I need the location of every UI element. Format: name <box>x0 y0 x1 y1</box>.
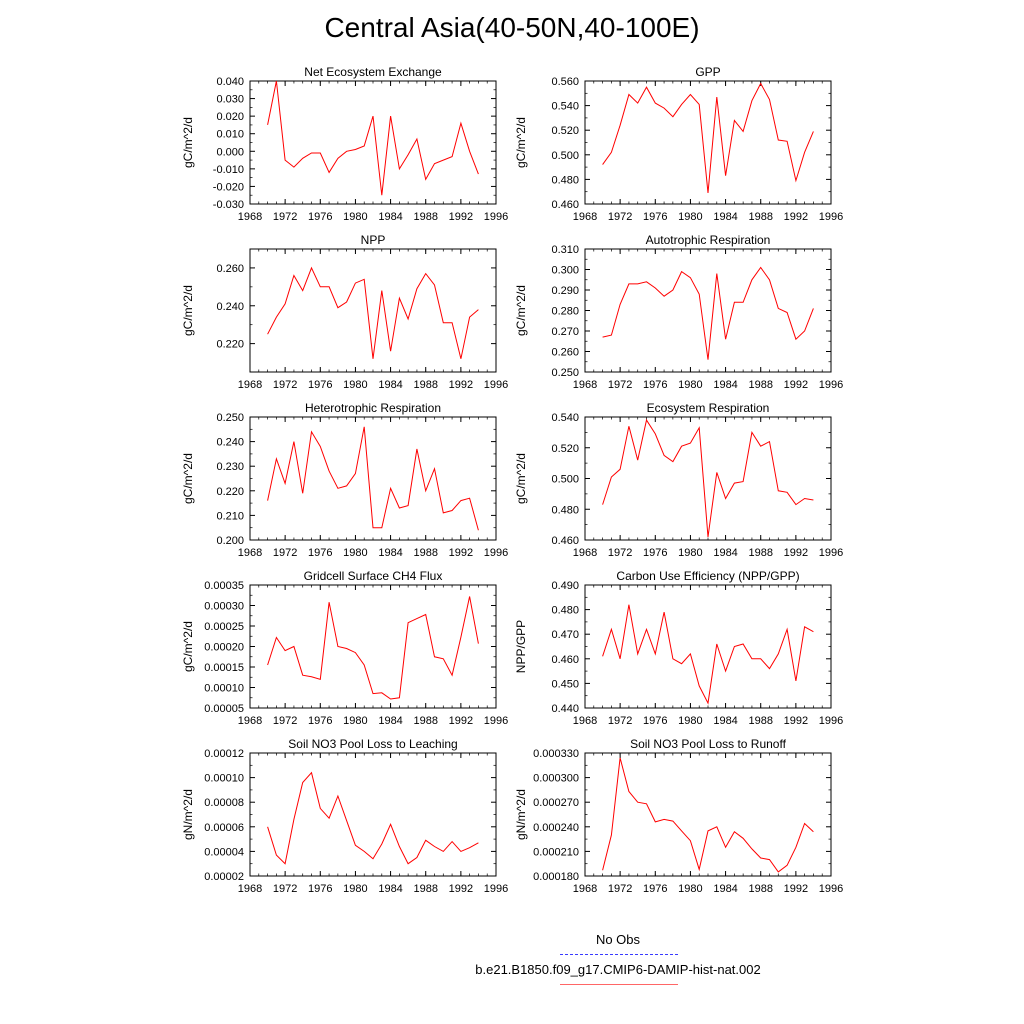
y-tick-label: 0.00020 <box>204 641 244 654</box>
x-tick-label: 1968 <box>572 547 598 559</box>
x-tick-label: 1992 <box>783 547 809 559</box>
y-tick-label: 0.250 <box>551 367 579 379</box>
plot-frame <box>250 249 496 372</box>
series-line <box>603 84 814 193</box>
series-line <box>268 427 479 530</box>
x-tick-label: 1976 <box>643 715 668 727</box>
y-tick-label: 0.000210 <box>533 846 579 859</box>
x-tick-label: 1996 <box>818 211 844 223</box>
panel-7 <box>181 569 508 727</box>
x-tick-label: 1980 <box>343 547 368 559</box>
plot-frame <box>250 81 496 204</box>
y-tick-label: 0.520 <box>551 125 579 138</box>
x-tick-label: 1980 <box>678 883 703 895</box>
y-tick-label: 0.270 <box>551 326 579 338</box>
x-tick-label: 1976 <box>308 379 333 391</box>
x-tick-label: 1996 <box>818 715 844 727</box>
series-line <box>268 773 479 864</box>
x-tick-label: 1988 <box>748 379 773 391</box>
x-tick-label: 1980 <box>343 715 368 727</box>
y-tick-label: 0.520 <box>551 442 579 455</box>
y-tick-label: 0.540 <box>551 412 579 424</box>
x-tick-label: 1972 <box>272 547 298 559</box>
x-tick-label: 1988 <box>413 883 438 895</box>
x-tick-label: 1972 <box>272 379 298 391</box>
y-tick-label: -0.010 <box>212 163 244 176</box>
x-tick-label: 1976 <box>643 211 668 223</box>
plot-frame <box>585 417 831 540</box>
y-tick-label: 0.560 <box>551 76 579 88</box>
y-axis-label: gN/m^2/d <box>514 789 528 840</box>
plot-frame <box>585 249 831 372</box>
x-tick-label: 1976 <box>308 715 333 727</box>
y-tick-label: 0.00002 <box>204 871 244 883</box>
x-tick-label: 1976 <box>643 379 668 391</box>
y-axis-label: gC/m^2/d <box>181 285 195 336</box>
panel-title: Autotrophic Respiration <box>645 233 771 247</box>
y-axis-label: gC/m^2/d <box>514 117 528 168</box>
y-tick-label: 0.00010 <box>204 772 244 785</box>
y-tick-label: 0.020 <box>216 111 244 124</box>
x-tick-label: 1968 <box>237 547 263 559</box>
y-tick-label: 0.230 <box>216 461 244 474</box>
y-tick-label: 0.450 <box>551 678 579 691</box>
y-tick-label: 0.310 <box>551 244 579 256</box>
x-tick-label: 1996 <box>483 547 509 559</box>
x-tick-label: 1980 <box>343 883 368 895</box>
y-tick-label: 0.290 <box>551 285 579 297</box>
legend-model-label: b.e21.B1850.f09_g17.CMIP6-DAMIP-hist-nat.002 <box>475 962 761 977</box>
x-tick-label: 1980 <box>678 379 703 391</box>
y-tick-label: 0.000240 <box>533 821 579 834</box>
y-tick-label: 0.00035 <box>204 580 244 592</box>
x-tick-label: 1996 <box>483 379 509 391</box>
y-tick-label: 0.210 <box>216 510 244 523</box>
x-tick-label: 1988 <box>748 211 773 223</box>
y-tick-label: 0.00030 <box>204 600 244 613</box>
x-tick-label: 1992 <box>448 547 474 559</box>
y-tick-label: 0.440 <box>551 703 579 715</box>
x-tick-label: 1976 <box>643 883 668 895</box>
x-tick-label: 1976 <box>643 547 668 559</box>
x-tick-label: 1980 <box>343 379 368 391</box>
x-tick-label: 1992 <box>783 715 809 727</box>
y-axis-label: gC/m^2/d <box>181 117 195 168</box>
y-tick-label: 0.460 <box>551 199 579 211</box>
y-tick-label: 0.040 <box>216 76 244 88</box>
y-tick-label: 0.240 <box>216 300 244 313</box>
x-tick-label: 1992 <box>448 379 474 391</box>
series-line <box>603 268 814 360</box>
x-tick-label: 1972 <box>607 211 633 223</box>
x-tick-label: 1992 <box>448 883 474 895</box>
y-tick-label: 0.00015 <box>204 662 244 674</box>
x-tick-label: 1976 <box>308 211 333 223</box>
y-tick-label: 0.00025 <box>204 621 244 633</box>
x-tick-label: 1992 <box>783 379 809 391</box>
plot-frame <box>585 81 831 204</box>
x-tick-label: 1984 <box>713 211 738 223</box>
x-tick-label: 1968 <box>572 211 598 223</box>
y-tick-label: 0.260 <box>216 262 244 275</box>
x-tick-label: 1996 <box>818 547 844 559</box>
y-axis-label: gC/m^2/d <box>181 621 195 672</box>
plot-frame <box>585 753 831 876</box>
panel-1 <box>181 65 508 223</box>
y-tick-label: 0.540 <box>551 100 579 113</box>
x-tick-label: 1988 <box>413 379 438 391</box>
x-tick-label: 1988 <box>413 211 438 223</box>
y-axis-label: gN/m^2/d <box>181 789 195 840</box>
x-tick-label: 1972 <box>607 379 633 391</box>
x-tick-label: 1984 <box>378 715 403 727</box>
y-tick-label: 0.010 <box>216 128 244 141</box>
y-tick-label: 0.480 <box>551 604 579 617</box>
y-tick-label: 0.300 <box>551 264 579 277</box>
y-tick-label: 0.490 <box>551 580 579 592</box>
y-tick-label: 0.280 <box>551 305 579 318</box>
y-tick-label: 0.000330 <box>533 748 579 760</box>
y-tick-label: 0.00008 <box>204 797 244 810</box>
panel-title: Heterotrophic Respiration <box>304 401 442 415</box>
x-tick-label: 1976 <box>308 883 333 895</box>
x-tick-label: 1984 <box>378 379 403 391</box>
panel-8 <box>514 569 843 727</box>
y-tick-label: 0.000270 <box>533 797 579 810</box>
y-axis-label: NPP/GPP <box>514 619 528 674</box>
series-line <box>603 605 814 703</box>
x-tick-label: 1972 <box>272 715 298 727</box>
x-tick-label: 1984 <box>378 883 403 895</box>
x-tick-label: 1988 <box>413 715 438 727</box>
panel-6 <box>514 401 843 559</box>
y-axis-label: gC/m^2/d <box>514 453 528 504</box>
panel-9 <box>181 737 508 895</box>
x-tick-label: 1968 <box>572 715 598 727</box>
x-tick-label: 1984 <box>378 211 403 223</box>
x-tick-label: 1980 <box>678 715 703 727</box>
y-tick-label: 0.240 <box>216 436 244 449</box>
panel-title: NPP <box>360 233 386 247</box>
panel-10 <box>514 737 843 895</box>
series-line <box>603 758 814 872</box>
x-tick-label: 1996 <box>483 883 509 895</box>
x-tick-label: 1972 <box>272 211 298 223</box>
panel-title: Ecosystem Respiration <box>646 401 770 415</box>
plot-frame <box>250 417 496 540</box>
y-axis-label: gC/m^2/d <box>514 285 528 336</box>
panel-title: Net Ecosystem Exchange <box>304 65 442 79</box>
panel-title: Soil NO3 Pool Loss to Leaching <box>288 737 458 751</box>
plot-frame <box>250 753 496 876</box>
y-tick-label: 0.000300 <box>533 772 579 785</box>
y-tick-label: 0.480 <box>551 504 579 517</box>
y-axis-label: gC/m^2/d <box>181 453 195 504</box>
x-tick-label: 1992 <box>783 883 809 895</box>
y-tick-label: 0.460 <box>551 653 579 666</box>
figure-title: Central Asia(40-50N,40-100E) <box>324 12 700 43</box>
y-tick-label: 0.460 <box>551 535 579 547</box>
x-tick-label: 1996 <box>818 379 844 391</box>
y-tick-label: 0.250 <box>216 412 244 424</box>
y-tick-label: 0.500 <box>551 473 579 486</box>
y-tick-label: -0.030 <box>212 199 244 211</box>
x-tick-label: 1968 <box>572 379 598 391</box>
x-tick-label: 1988 <box>748 883 773 895</box>
x-tick-label: 1972 <box>607 547 633 559</box>
y-tick-label: 0.500 <box>551 149 579 162</box>
panel-3 <box>181 233 508 391</box>
x-tick-label: 1972 <box>607 715 633 727</box>
x-tick-label: 1988 <box>748 715 773 727</box>
y-tick-label: 0.00010 <box>204 682 244 695</box>
series-line <box>268 268 479 359</box>
y-tick-label: 0.00006 <box>204 821 244 834</box>
y-tick-label: 0.200 <box>216 535 244 547</box>
x-tick-label: 1972 <box>607 883 633 895</box>
y-tick-label: 0.00005 <box>204 703 244 715</box>
x-tick-label: 1996 <box>483 715 509 727</box>
y-tick-label: 0.480 <box>551 174 579 187</box>
y-tick-label: 0.000180 <box>533 871 579 883</box>
series-line <box>268 597 479 700</box>
y-tick-label: 0.220 <box>216 338 244 351</box>
panel-5 <box>181 401 508 559</box>
y-tick-label: -0.020 <box>212 181 244 194</box>
x-tick-label: 1996 <box>818 883 844 895</box>
x-tick-label: 1984 <box>378 547 403 559</box>
y-tick-label: 0.470 <box>551 629 579 642</box>
y-tick-label: 0.260 <box>551 346 579 359</box>
panel-title: Carbon Use Efficiency (NPP/GPP) <box>616 569 800 583</box>
x-tick-label: 1980 <box>678 547 703 559</box>
x-tick-label: 1976 <box>308 547 333 559</box>
x-tick-label: 1968 <box>237 211 263 223</box>
x-tick-label: 1968 <box>237 715 263 727</box>
panel-4 <box>514 233 843 391</box>
x-tick-label: 1968 <box>237 379 263 391</box>
x-tick-label: 1980 <box>343 211 368 223</box>
x-tick-label: 1984 <box>713 883 738 895</box>
x-tick-label: 1968 <box>572 883 598 895</box>
x-tick-label: 1984 <box>713 715 738 727</box>
x-tick-label: 1988 <box>748 547 773 559</box>
x-tick-label: 1968 <box>237 883 263 895</box>
x-tick-label: 1996 <box>483 211 509 223</box>
y-tick-label: 0.030 <box>216 93 244 106</box>
series-line <box>268 81 479 195</box>
x-tick-label: 1980 <box>678 211 703 223</box>
panel-title: Gridcell Surface CH4 Flux <box>303 569 443 583</box>
legend-obs-label: No Obs <box>595 932 641 947</box>
y-tick-label: 0.000 <box>216 146 244 159</box>
x-tick-label: 1992 <box>448 211 474 223</box>
y-tick-label: 0.00004 <box>204 846 244 859</box>
x-tick-label: 1972 <box>272 883 298 895</box>
x-tick-label: 1984 <box>713 379 738 391</box>
series-line <box>603 420 814 537</box>
x-tick-label: 1992 <box>448 715 474 727</box>
x-tick-label: 1984 <box>713 547 738 559</box>
panel-2 <box>514 65 843 223</box>
y-tick-label: 0.220 <box>216 485 244 498</box>
x-tick-label: 1988 <box>413 547 438 559</box>
panel-title: Soil NO3 Pool Loss to Runoff <box>630 737 786 751</box>
x-tick-label: 1992 <box>783 211 809 223</box>
y-tick-label: 0.00012 <box>204 748 244 760</box>
panel-title: GPP <box>695 65 721 79</box>
